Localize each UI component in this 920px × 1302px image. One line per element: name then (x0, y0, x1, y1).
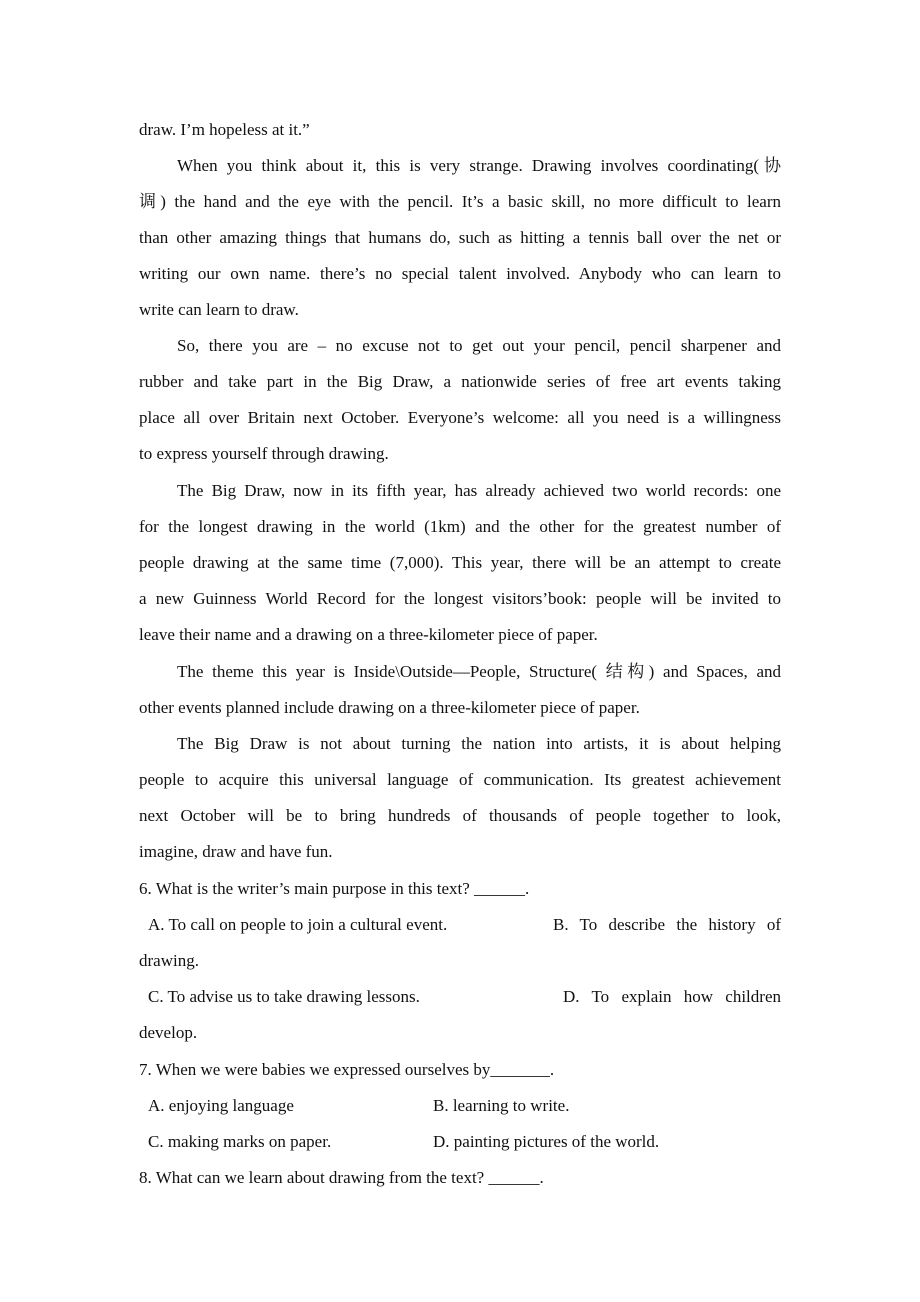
paragraph-line: next October will be to bring hundreds of thousands of people together to look, (139, 806, 781, 825)
question-stem: 8. What can we learn about drawing from the text? ______. (139, 1168, 544, 1187)
paragraph-line: other events planned include drawing on a three-kilometer piece of paper. (139, 698, 640, 717)
option-d-continuation: develop. (139, 1023, 198, 1042)
option-b: B. learning to write. (433, 1096, 570, 1115)
paragraph-line: draw. I’m hopeless at it.” (139, 120, 310, 139)
question-stem: 6. What is the writer’s main purpose in this text? ______. (139, 879, 530, 898)
option-b: B. To describe the history of (553, 915, 781, 934)
paragraph-line: The Big Draw, now in its fifth year, has already achieved two world records: one (177, 481, 781, 500)
paragraph-line: for the longest drawing in the world (1km) and the other for the greatest number of (139, 517, 781, 536)
option-d: D. To explain how children (563, 987, 781, 1006)
paragraph-line: leave their name and a drawing on a three-kilometer piece of paper. (139, 625, 598, 644)
paragraph-line: rubber and take part in the Big Draw, a nationwide series of free art events taking (139, 372, 781, 391)
paragraph-line: The theme this year is Inside\Outside—People, Structure( 结构) and Spaces, and (177, 662, 781, 681)
option-a: A. enjoying language (148, 1096, 294, 1115)
option-c: C. To advise us to take drawing lessons. (148, 987, 420, 1006)
option-d: D. painting pictures of the world. (433, 1132, 660, 1151)
paragraph-line: people drawing at the same time (7,000). This year, there will be an attempt to create (139, 553, 781, 572)
paragraph-line: The Big Draw is not about turning the nation into artists, it is about helping (177, 734, 781, 753)
paragraph-line: When you think about it, this is very strange. Drawing involves coordinating(协 (177, 156, 781, 175)
paragraph-line: people to acquire this universal language of communication. Its greatest achievement (139, 770, 781, 789)
paragraph-line: place all over Britain next October. Everyone’s welcome: all you need is a willingness (139, 408, 781, 427)
paragraph-line: 调) the hand and the eye with the pencil. It’s a basic skill, no more difficult to learn (139, 192, 781, 211)
paragraph-line: a new Guinness World Record for the longest visitors’book: people will be invited to (139, 589, 781, 608)
paragraph-line: imagine, draw and have fun. (139, 842, 333, 861)
paragraph-line: than other amazing things that humans do, such as hitting a tennis ball over the net or (139, 228, 781, 247)
paragraph-line: to express yourself through drawing. (139, 444, 389, 463)
option-c: C. making marks on paper. (148, 1132, 332, 1151)
option-a: A. To call on people to join a cultural event. (148, 915, 448, 934)
paragraph-line: So, there you are – no excuse not to get out your pencil, pencil sharpener and (177, 336, 781, 355)
option-b-continuation: drawing. (139, 951, 199, 970)
question-stem: 7. When we were babies we expressed ourselves by_______. (139, 1060, 555, 1079)
paragraph-line: writing our own name. there’s no special talent involved. Anybody who can learn to (139, 264, 781, 283)
paragraph-line: write can learn to draw. (139, 300, 299, 319)
